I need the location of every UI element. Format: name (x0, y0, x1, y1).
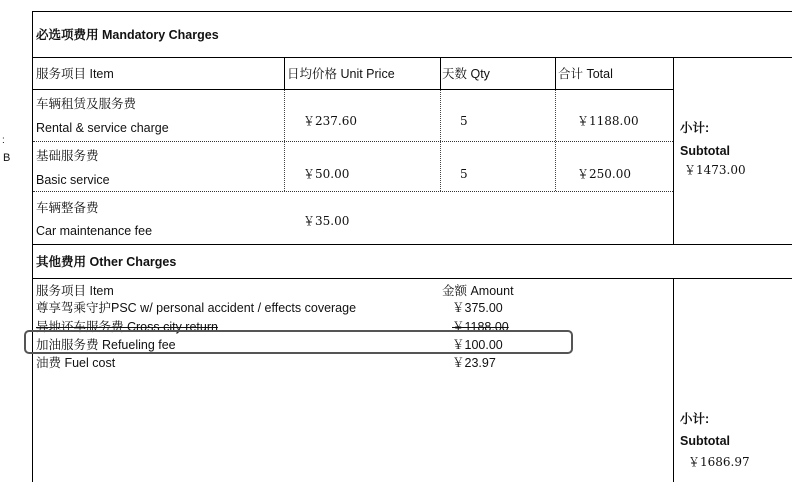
row-basic-en: Basic service (36, 173, 110, 187)
col-line (440, 57, 441, 90)
other-section-title: 其他费用 Other Charges (36, 255, 177, 269)
divider (32, 89, 674, 90)
row-basic-qty: 5 (460, 167, 468, 181)
col-line (673, 57, 674, 245)
row-maintenance-unit-price: ￥35.00 (303, 214, 350, 228)
other-subtotal-en: Subtotal (680, 434, 730, 448)
other-row-cross-city: 异地还车服务费 Cross city return (36, 320, 218, 334)
mandatory-section-title: 必选项费用 Mandatory Charges (36, 28, 219, 42)
row-maintenance-cn: 车辆整备费 (36, 201, 99, 215)
row-basic-cn: 基础服务费 (36, 149, 99, 163)
mandatory-subtotal-cn: 小计: (680, 121, 710, 135)
divider (32, 278, 792, 279)
header-unit-price: 日均价格 Unit Price (287, 67, 395, 81)
table-top-border (32, 11, 792, 12)
col-line (284, 90, 285, 191)
row-rental-total: ￥1188.00 (577, 114, 639, 128)
col-line (555, 57, 556, 90)
other-row-cross-city-amount: ￥1188.00 (452, 320, 509, 334)
row-basic-unit-price: ￥50.00 (303, 167, 350, 181)
other-subtotal-cn: 小计: (680, 412, 710, 426)
mandatory-subtotal-en: Subtotal (680, 144, 730, 158)
margin-mark-1: : (2, 135, 5, 146)
other-row-psc: 尊享驾乘守护PSC w/ personal accident / effects coverage (36, 301, 357, 315)
row-rental-unit-price: ￥237.60 (303, 114, 357, 128)
other-subtotal-value: ￥1686.97 (688, 455, 750, 469)
other-header-item: 服务项目 Item (36, 284, 114, 298)
col-line (673, 278, 674, 482)
col-line (440, 90, 441, 191)
highlight-box (24, 330, 573, 354)
other-header-amount: 金额 Amount (442, 284, 514, 298)
other-row-fuel-amount: ￥23.97 (452, 356, 496, 370)
row-divider (33, 141, 673, 142)
row-rental-qty: 5 (460, 114, 468, 128)
other-row-refueling-amount: ￥100.00 (452, 338, 503, 352)
table-left-border (32, 11, 33, 482)
margin-mark-2: B (3, 152, 11, 164)
divider (32, 57, 792, 58)
row-maintenance-en: Car maintenance fee (36, 224, 153, 238)
row-basic-total: ￥250.00 (577, 167, 631, 181)
header-item: 服务项目 Item (36, 67, 114, 81)
row-rental-cn: 车辆租赁及服务费 (36, 97, 137, 111)
col-line (284, 57, 285, 90)
row-divider (33, 191, 673, 192)
mandatory-subtotal-value: ￥1473.00 (684, 163, 746, 177)
other-row-psc-amount: ￥375.00 (452, 301, 503, 315)
other-row-fuel: 油费 Fuel cost (36, 356, 116, 370)
header-total: 合计 Total (558, 67, 613, 81)
header-qty: 天数 Qty (442, 67, 490, 81)
col-line (555, 90, 556, 191)
other-row-refueling: 加油服务费 Refueling fee (36, 338, 176, 352)
row-rental-en: Rental & service charge (36, 121, 169, 135)
divider (32, 244, 792, 245)
